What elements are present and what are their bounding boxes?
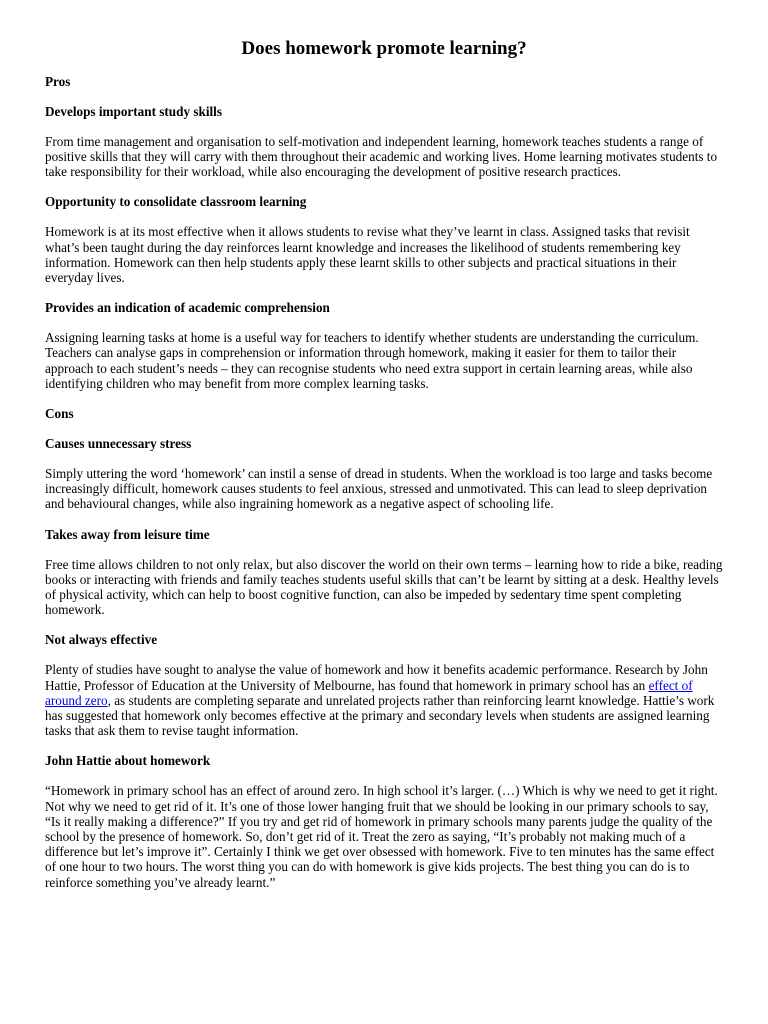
cons-label: Cons	[45, 406, 74, 422]
paragraph-academic-comprehension: Assigning learning tasks at home is a useful way for teachers to identify whether students are understanding the curriculum. Teachers can analyse gaps in comprehension or information through homework, making it easier for them to tailor their approach to each student’s needs – they can recognise students who need extra support in certain learning areas, while also identifying children who may benefit from more complex learning tasks.	[45, 330, 699, 391]
heading-study-skills: Develops important study skills	[45, 103, 222, 119]
heading-leisure-time: Takes away from leisure time	[45, 526, 210, 542]
page-title: Does homework promote learning?	[241, 38, 527, 59]
heading-not-always-effective: Not always effective	[45, 632, 158, 648]
heading-consolidate-learning: Opportunity to consolidate classroom learning	[45, 194, 307, 210]
paragraph-leisure-time: Free time allows children to not only relax, but also discover the world on their own terms – learning how to ride a bike, reading books or interacting with friends and family teaches students useful skills that can’t be learnt by sitting at a desk. Healthy levels of physical activity, which can help to boost cognitive function, can also be impeded by sedentary time spent completing homework.	[45, 556, 723, 618]
paragraph-text-after-link: , as students are completing separate and unrelated projects rather than reinforcing learnt knowledge. Hattie’s work has suggested that homework only becomes effective at the primary and secondary levels when students are assigned learning tasks that ask them to revise taught information.	[45, 692, 715, 739]
heading-unnecessary-stress: Causes unnecessary stress	[45, 436, 192, 452]
heading-academic-comprehension: Provides an indication of academic comprehension	[45, 300, 330, 316]
paragraph-study-skills: From time management and organisation to self-motivation and independent learning, homework teaches students a range of positive skills that they will carry with them throughout their academic and working lives. Home learning motivates students to take responsibility for their workload, while also encouraging the development of positive research practices.	[45, 133, 718, 180]
paragraph-not-always-effective	[45, 662, 723, 738]
pros-label: Pros	[45, 73, 71, 89]
effect-of-around-zero-link[interactable]: effect of around zero	[45, 677, 693, 708]
hattie-quote: “Homework in primary school has an effect of around zero. In high school it’s larger. (…) Which is why we need to get it right. Not why we need to get rid of it. It’s one of those lower hanging fruit that we should be looking in our primary schools to say, “Is it really making a difference?” If you try and get rid of homework in primary schools many parents judge the quality of the school by the presence of homework. So, don’t get rid of it. Treat the zero as saying, “It’s probably not making much of a difference but let’s improve it”. Certainly I think we get over obsessed with homework. Five to ten minutes has the same effect of one hour to two hours. The worst thing you can do with homework is give kids projects. The best thing you can do is to reinforce something you’ve already learnt.”	[45, 783, 718, 890]
paragraph-unnecessary-stress: Simply uttering the word ‘homework’ can instil a sense of dread in students. When the workload is too large and tasks become increasingly difficult, homework causes students to feel anxious, stressed and unmotivated. This can lead to sleep deprivation and behavioural changes, while also ingraining homework as a negative aspect of schooling life.	[45, 466, 713, 512]
paragraph-text-before-link: Plenty of studies have sought to analyse the value of homework and how it benefits academic performance. Research by John Hattie, Professor of Education at the University of Melbourne, has found that homework in primary school has an	[45, 662, 708, 693]
heading-john-hattie: John Hattie about homework	[45, 753, 211, 769]
paragraph-consolidate-learning: Homework is at its most effective when it allows students to revise what they’ve learnt in class. Assigned tasks that revisit what’s been taught during the day reinforces learnt knowledge and increases the likelihood of students remembering key information. Homework can then help students apply these learnt skills to other subjects and practical situations in their everyday lives.	[45, 224, 690, 286]
